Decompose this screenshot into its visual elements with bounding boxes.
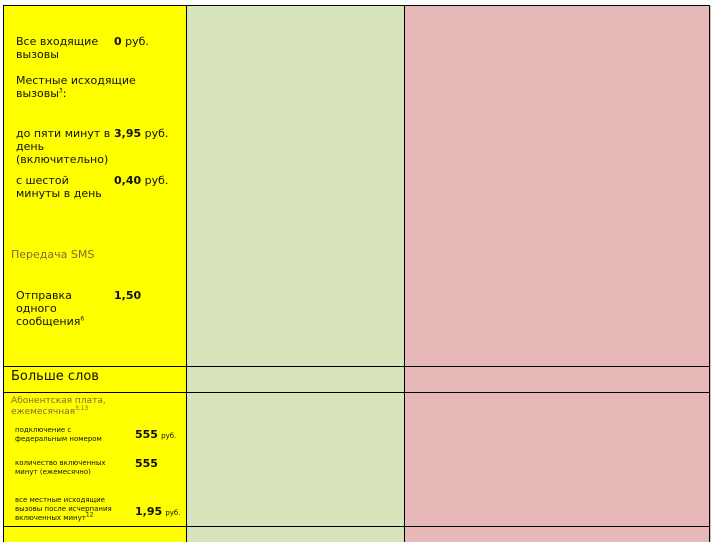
local-outgoing-label (16, 74, 146, 100)
after-included-unit: руб. (165, 509, 181, 517)
incoming-calls-unit: руб. (125, 35, 149, 48)
local-outgoing-colon: : (62, 87, 67, 100)
after-included-price (135, 505, 183, 518)
monthly-fee-header (11, 396, 131, 418)
local-outgoing-footnote: 3 (58, 87, 63, 95)
incoming-calls-label: Все входящие вызовы (16, 35, 99, 61)
local-outgoing-text: Местные исходящие вызовы (16, 74, 136, 100)
federal-number-unit: руб. (161, 432, 177, 440)
sms-send-price (114, 289, 141, 302)
first-five-minutes-label: до пяти минут в день (включительно) (16, 127, 111, 166)
sms-send-text: Отправка одного сообщения (16, 289, 81, 328)
after-included-text: все местные исходящие вызовы после исчерпания включенных минут (15, 496, 112, 522)
sms-send-value: 1,50 (114, 289, 142, 302)
from-sixth-minute-unit: руб. (144, 174, 169, 187)
grid-line (3, 366, 710, 367)
federal-number-value: 555 (135, 428, 158, 441)
after-included-value: 1,95 (135, 505, 163, 518)
column-green (186, 6, 404, 542)
included-minutes-price (135, 457, 158, 470)
grid-line (3, 526, 710, 527)
monthly-fee-footnote: 3,13 (75, 405, 89, 412)
incoming-calls-value: 0 (114, 35, 122, 48)
grid-line (709, 5, 710, 542)
sms-send-label (16, 289, 108, 328)
grid-line (3, 392, 710, 393)
grid-line (404, 5, 405, 542)
from-sixth-minute-value: 0,40 (114, 174, 142, 187)
incoming-calls-price (114, 35, 184, 48)
first-five-minutes-price (114, 127, 184, 140)
section-title: Больше слов (11, 369, 99, 384)
included-minutes-value: 555 (135, 457, 158, 470)
included-minutes-label: количество включенных минут (ежемесячно) (15, 459, 106, 476)
from-sixth-minute-label: с шестой минуты в день (16, 174, 102, 200)
grid-line (3, 5, 710, 6)
after-included-label (15, 496, 133, 523)
sms-section-header: Передача SMS (11, 248, 95, 261)
sms-send-footnote: 6 (80, 315, 85, 323)
column-pink (404, 6, 711, 542)
federal-number-price (135, 428, 183, 441)
monthly-fee-text: Абонентская плата, ежемесячная (11, 396, 106, 417)
from-sixth-minute-price (114, 174, 184, 187)
after-included-footnote: 12 (85, 511, 94, 519)
first-five-minutes-value: 3,95 (114, 127, 142, 140)
first-five-minutes-unit: руб. (144, 127, 169, 140)
grid-line (3, 5, 4, 542)
federal-number-label: подключение с федеральным номером (15, 426, 102, 443)
grid-line (186, 5, 187, 542)
